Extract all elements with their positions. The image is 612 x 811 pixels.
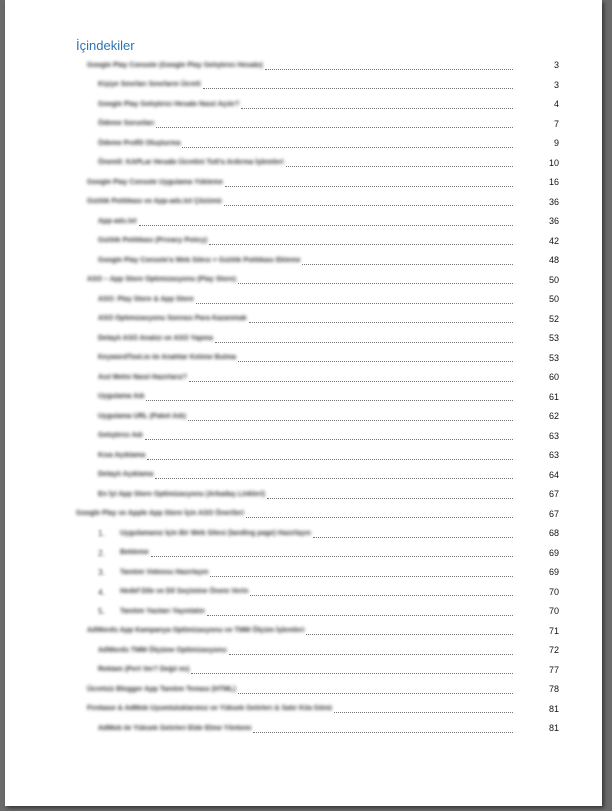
toc-entry-page-number: 71	[548, 625, 559, 636]
toc-entry-page-number: 81	[548, 703, 559, 714]
toc-entry-page-number: 16	[548, 177, 559, 187]
toc-dot-leader	[225, 178, 513, 187]
toc-entry-title: Firebase & AdMob Uyumluluklarımız ve Yüksek Gelirleri & Satır Kila Gönü	[87, 705, 333, 712]
toc-entry[interactable]	[5, 584, 602, 600]
toc-entry[interactable]	[5, 155, 602, 171]
toc-entry[interactable]	[5, 447, 602, 463]
toc-entry-page-number: 72	[548, 645, 559, 655]
toc-entry[interactable]	[5, 233, 602, 249]
toc-dot-leader	[146, 392, 513, 401]
toc-entry[interactable]	[5, 564, 602, 580]
toc-entry-page-number: 42	[548, 235, 559, 246]
toc-entry-title: AdWords TMM Ölçüme Optimizasyonu	[98, 646, 227, 654]
toc-entry[interactable]	[5, 486, 602, 502]
toc-entry-title: Google Play ve Apple App Store İçin ASO Önerileri	[76, 510, 245, 517]
toc-entry-page-number: 70	[548, 606, 559, 616]
toc-dot-leader	[156, 119, 513, 128]
toc-entry-page-number: 78	[548, 684, 559, 694]
toc-entry[interactable]	[5, 311, 602, 327]
toc-entry[interactable]	[5, 350, 602, 366]
toc-entry[interactable]	[5, 252, 602, 268]
toc-dot-leader	[246, 509, 513, 518]
toc-entry[interactable]	[5, 720, 602, 736]
toc-entry-page-number: 68	[548, 528, 559, 538]
toc-entry-page-number: 9	[553, 138, 559, 148]
toc-entry[interactable]	[5, 96, 602, 112]
toc-entry-title: Google Play Console Uygulama Yükleme	[87, 178, 224, 186]
toc-entry-title: Google Play Geliştirici Hesabı Nasıl Açılır?	[98, 100, 240, 108]
toc-dot-leader	[196, 295, 513, 304]
toc-entry-title: En İyi App Store Optimizasyonu (Arkadaş Linkleri)	[98, 490, 265, 498]
toc-entry[interactable]	[5, 213, 602, 229]
toc-dot-leader	[188, 412, 513, 421]
toc-dot-leader	[250, 587, 513, 596]
toc-dot-leader	[267, 490, 513, 499]
toc-entry-page-number: 7	[553, 118, 559, 129]
toc-entry-page-number: 50	[548, 274, 559, 285]
toc-entry-title: Detaylı ASO Analizi ve ASO Yapma	[98, 334, 214, 342]
toc-entry-number: 2.	[98, 547, 106, 558]
toc-entry[interactable]	[5, 389, 602, 405]
toc-entry-title: Detaylı Açıklama	[98, 471, 154, 478]
toc-dot-leader	[139, 217, 514, 226]
toc-entry-title: Hedef Dile ve Dil Seçimine Önem Verin	[120, 588, 249, 595]
toc-entry[interactable]	[5, 662, 602, 678]
toc-entry-page-number: 67	[548, 489, 559, 499]
toc-entry-title: Ödeme Sorunları	[98, 120, 155, 127]
toc-entry-page-number: 69	[548, 547, 559, 558]
toc-entry-title: ASO Optimizasyonu Sonrası Para Kazanmak	[98, 315, 247, 322]
toc-entry-page-number: 61	[548, 391, 559, 402]
toc-entry-title: AdWords App Kampanya Optimizasyonu ve TMM Ölçüm İşlemleri	[87, 627, 305, 634]
toc-entry[interactable]	[5, 467, 602, 483]
toc-dot-leader	[191, 665, 513, 674]
toc-entry[interactable]	[5, 642, 602, 658]
toc-dot-leader	[203, 80, 513, 89]
toc-dot-leader	[229, 646, 513, 655]
toc-entry-page-number: 10	[548, 157, 559, 168]
toc-dot-leader	[189, 373, 513, 382]
toc-entry-page-number: 63	[548, 450, 559, 460]
toc-dot-leader	[334, 704, 513, 713]
toc-entry-title: Uygulama Adı	[98, 393, 145, 400]
toc-entry[interactable]	[5, 135, 602, 151]
toc-dot-leader	[209, 236, 513, 245]
toc-entry[interactable]	[5, 77, 602, 93]
toc-entry-title: Asıl Metni Nasıl Hazırlarız?	[98, 373, 188, 381]
toc-entry-page-number: 77	[548, 664, 559, 675]
toc-entry-title: AdMob ile Yüksek Gelirleri Elde Etme Yöntemi	[98, 724, 252, 732]
document-page	[5, 0, 602, 806]
toc-entry-page-number: 69	[548, 567, 559, 577]
toc-dot-leader	[151, 548, 513, 557]
toc-dot-leader	[238, 275, 513, 284]
toc-entry[interactable]	[5, 408, 602, 424]
toc-dot-leader	[207, 607, 513, 616]
toc-entry-page-number: 64	[548, 469, 559, 480]
toc-entry-title: Uygulamanız İçin Bir Web Sitesi (landing page) Hazırlayın	[120, 529, 311, 537]
toc-entry-number: 1.	[98, 528, 106, 538]
toc-entry-title: Önemli: KAPLar Hesabı Ücretini Tutt'a Ardırma İşlemleri	[98, 159, 284, 166]
toc-entry-title: KeywordTool.io ile Anahtar Kelime Bulma	[98, 354, 237, 361]
toc-dot-leader	[249, 314, 513, 323]
toc-entry-page-number: 67	[548, 508, 559, 519]
toc-entry-page-number: 53	[548, 352, 559, 363]
toc-dot-leader	[210, 568, 513, 577]
toc-dot-leader	[286, 158, 513, 167]
toc-entry[interactable]	[5, 623, 602, 639]
toc-entry-title: Bekleme	[120, 549, 149, 556]
toc-entry-title: Google Play Console'a Web Sitesi + Gizlilik Politikası Ekleme	[98, 256, 301, 264]
toc-entry[interactable]	[5, 369, 602, 385]
toc-entry-page-number: 53	[548, 333, 559, 343]
toc-dot-leader	[215, 334, 513, 343]
toc-entry-page-number: 60	[548, 372, 559, 382]
toc-entry[interactable]	[5, 174, 602, 190]
toc-entry[interactable]	[5, 116, 602, 132]
toc-entry-title: Ödeme Profili Oluşturma	[98, 139, 181, 147]
toc-heading: İçindekiler	[76, 38, 135, 53]
toc-dot-leader	[145, 431, 513, 440]
toc-dot-leader	[313, 529, 513, 538]
toc-entry-title: Tanıtım Yazıları Yayınlatın	[120, 607, 205, 615]
toc-entry-title: Kısa Açıklama	[98, 451, 146, 459]
toc-entry-number: 3.	[98, 567, 106, 577]
toc-entry-title: Tanıtım Videosu Hazırlayın	[120, 568, 209, 576]
toc-entry-page-number: 4	[553, 99, 559, 109]
toc-entry-title: Geliştirici Adı	[98, 432, 143, 439]
toc-dot-leader	[265, 61, 513, 70]
toc-entry-page-number: 70	[548, 586, 559, 597]
toc-entry-title: Ücretsiz Blogger App Tanıtım Teması (HTML)	[87, 685, 236, 693]
toc-dot-leader	[306, 626, 513, 635]
toc-entry[interactable]	[5, 506, 602, 522]
toc-entry-number: 4.	[98, 586, 106, 597]
toc-dot-leader	[238, 685, 513, 694]
toc-entry[interactable]	[5, 701, 602, 717]
toc-entry-title: Gizlilik Politikası (Privacy Policy)	[98, 237, 208, 244]
toc-entry-title: App-ads.txt	[98, 217, 137, 225]
toc-entry-number: 5.	[98, 606, 106, 616]
toc-entry[interactable]	[5, 194, 602, 210]
toc-entry-title: Google Play Console (Google Play Geliştirici Hesabı)	[87, 61, 263, 69]
toc-entry-page-number: 81	[548, 723, 559, 733]
toc-dot-leader	[241, 100, 513, 109]
toc-entry[interactable]	[5, 272, 602, 288]
toc-entry-title: Gizlilik Politikası ve App-ads.txt Çözümü	[87, 198, 222, 205]
toc-entry-title: Uygulama URL (Paket Adı)	[98, 412, 186, 420]
toc-entry[interactable]	[5, 57, 602, 73]
toc-entry-page-number: 36	[548, 216, 559, 226]
toc-dot-leader	[224, 197, 513, 206]
toc-dot-leader	[302, 256, 513, 265]
toc-entry[interactable]	[5, 545, 602, 561]
toc-entry-title: Kişiye Sınırları Sınırların Ücreti	[98, 81, 201, 88]
toc-entry-page-number: 63	[548, 430, 559, 441]
toc-entry[interactable]	[5, 330, 602, 346]
toc-entry-page-number: 48	[548, 255, 559, 265]
toc-dot-leader	[253, 724, 513, 733]
toc-entry-title: Reklam (Pert Ver? Değil mi)	[98, 666, 190, 673]
toc-entry-page-number: 36	[548, 196, 559, 207]
toc-dot-leader	[155, 470, 513, 479]
toc-dot-leader	[182, 139, 513, 148]
toc-entry[interactable]	[5, 291, 602, 307]
toc-entry-page-number: 50	[548, 294, 559, 304]
toc-dot-leader	[147, 451, 513, 460]
toc-entry-page-number: 3	[553, 79, 559, 90]
toc-entry-page-number: 3	[553, 60, 559, 70]
toc-entry-title: ASO – App Store Optimizasyonu (Play Store)	[87, 276, 237, 283]
toc-entry-page-number: 62	[548, 411, 559, 421]
toc-entry[interactable]	[5, 525, 602, 541]
toc-entry-title: ASO: Play Store & App Store	[98, 295, 194, 303]
toc-entry-page-number: 52	[548, 313, 559, 324]
toc-entry[interactable]	[5, 603, 602, 619]
toc-dot-leader	[238, 353, 513, 362]
toc-entry[interactable]	[5, 428, 602, 444]
toc-entry[interactable]	[5, 681, 602, 697]
